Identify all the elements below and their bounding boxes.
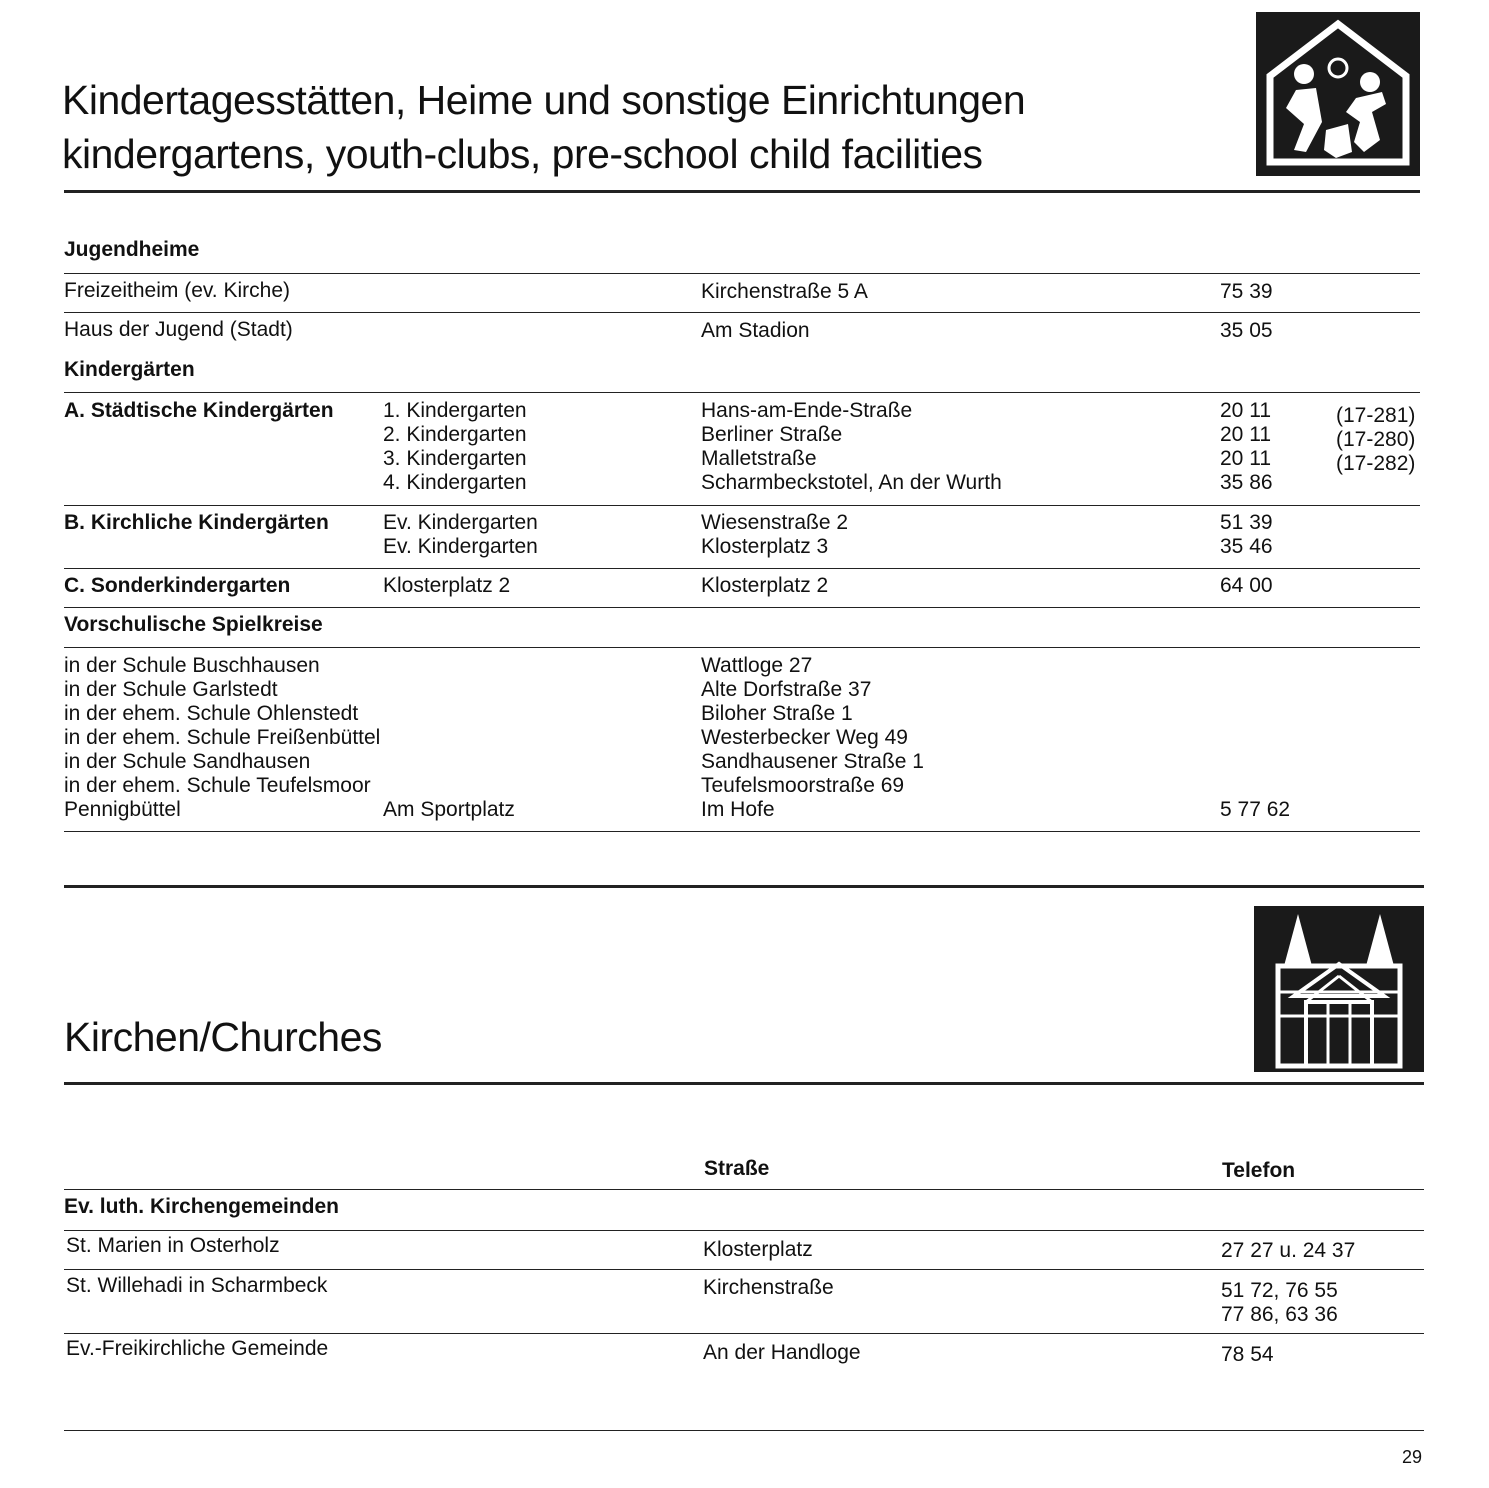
list-item-phone: 35 86 bbox=[1220, 471, 1273, 494]
list-item-name: Ev. Kindergarten bbox=[383, 511, 538, 534]
divider bbox=[64, 392, 1420, 393]
list-item-street: Wattloge 27 bbox=[701, 654, 813, 677]
list-item-sub: Am Sportplatz bbox=[383, 798, 515, 821]
list-item-street: Klosterplatz 3 bbox=[701, 535, 829, 558]
footer-rule bbox=[64, 1430, 1424, 1431]
list-item-name: in der ehem. Schule Teufelsmoor bbox=[64, 774, 371, 797]
list-item-phone: 27 27 u. 24 37 bbox=[1221, 1239, 1356, 1262]
list-item-phone: 5 77 62 bbox=[1220, 798, 1291, 821]
heading-kindergaerten: Kindergärten bbox=[64, 358, 195, 381]
list-item-name: Klosterplatz 2 bbox=[383, 574, 511, 597]
page-number: 29 bbox=[1402, 1447, 1423, 1467]
list-item-street: Hans-am-Ende-Straße bbox=[701, 399, 913, 422]
list-item-phone: 75 39 bbox=[1220, 280, 1273, 303]
list-item-street: Kirchenstraße 5 A bbox=[701, 280, 868, 303]
list-item-phone: 35 05 bbox=[1220, 319, 1273, 342]
list-item-street: Wiesenstraße 2 bbox=[701, 511, 849, 534]
list-item-ext: (17-280) bbox=[1336, 428, 1416, 451]
heading-spielkreise: Vorschulische Spielkreise bbox=[64, 613, 323, 636]
list-item-phone: 20 11 bbox=[1220, 423, 1271, 446]
divider bbox=[64, 647, 1420, 648]
group-label-c: C. Sonderkindergarten bbox=[64, 574, 291, 597]
divider bbox=[64, 273, 1420, 274]
list-item-name: in der ehem. Schule Freißenbüttel bbox=[64, 726, 381, 749]
divider bbox=[64, 1269, 1424, 1270]
list-item-phone: 64 00 bbox=[1220, 574, 1273, 597]
divider bbox=[64, 312, 1420, 313]
list-item-name: St. Marien in Osterholz bbox=[66, 1234, 280, 1257]
column-header-street: Straße bbox=[704, 1157, 770, 1180]
section1-title-en: kindergartens, youth-clubs, pre-school child facilities bbox=[62, 131, 983, 177]
list-item-name: in der Schule Buschhausen bbox=[64, 654, 320, 677]
column-header-phone: Telefon bbox=[1222, 1159, 1296, 1182]
list-item-street: Teufelsmoorstraße 69 bbox=[701, 774, 905, 797]
list-item-name: 3. Kindergarten bbox=[383, 447, 527, 470]
divider bbox=[64, 1230, 1424, 1231]
heading-jugendheime: Jugendheime bbox=[64, 238, 200, 261]
list-item-street: Alte Dorfstraße 37 bbox=[701, 678, 872, 701]
section1-header-rule bbox=[64, 190, 1420, 193]
list-item-phone: 35 46 bbox=[1220, 535, 1273, 558]
list-item-name: 2. Kindergarten bbox=[383, 423, 527, 446]
section2-title: Kirchen/Churches bbox=[64, 1014, 382, 1060]
list-item-name: in der Schule Sandhausen bbox=[64, 750, 311, 773]
section1-title-de: Kindertagesstätten, Heime und sonstige Einrichtungen bbox=[62, 77, 1026, 123]
list-item-street: Scharmbeckstotel, An der Wurth bbox=[701, 471, 1002, 494]
children-playing-icon bbox=[1256, 12, 1420, 176]
list-item-phone: 51 72, 76 55 bbox=[1221, 1279, 1338, 1302]
list-item-phone: 20 11 bbox=[1220, 447, 1271, 470]
list-item-name: St. Willehadi in Scharmbeck bbox=[66, 1274, 328, 1297]
list-item-street: Westerbecker Weg 49 bbox=[701, 726, 908, 749]
list-item-name: 4. Kindergarten bbox=[383, 471, 527, 494]
list-item-street: An der Handloge bbox=[703, 1341, 861, 1364]
list-item-street: Sandhausener Straße 1 bbox=[701, 750, 924, 773]
divider bbox=[64, 568, 1420, 569]
list-item-name: Haus der Jugend (Stadt) bbox=[64, 318, 293, 341]
list-item-name: Pennigbüttel bbox=[64, 798, 181, 821]
list-item-ext: (17-282) bbox=[1336, 452, 1416, 475]
list-item-street: Im Hofe bbox=[701, 798, 775, 821]
list-item-street: Am Stadion bbox=[701, 319, 810, 342]
church-icon bbox=[1254, 906, 1424, 1072]
list-item-ext: (17-281) bbox=[1336, 404, 1416, 427]
list-item-street: Biloher Straße 1 bbox=[701, 702, 853, 725]
list-item-name: 1. Kindergarten bbox=[383, 399, 527, 422]
heading-kirchengemeinden: Ev. luth. Kirchengemeinden bbox=[64, 1195, 339, 1218]
list-item-name: in der Schule Garlstedt bbox=[64, 678, 278, 701]
list-item-street: Kirchenstraße bbox=[703, 1276, 834, 1299]
divider bbox=[64, 1333, 1424, 1334]
list-item-street: Malletstraße bbox=[701, 447, 817, 470]
list-item-phone: 20 11 bbox=[1220, 399, 1271, 422]
list-item-name: in der ehem. Schule Ohlenstedt bbox=[64, 702, 359, 725]
section2-header-rule bbox=[64, 1082, 1424, 1085]
divider bbox=[64, 831, 1420, 832]
list-item-phone: 51 39 bbox=[1220, 511, 1273, 534]
list-item-phone: 78 54 bbox=[1221, 1343, 1274, 1366]
list-item-name: Ev. Kindergarten bbox=[383, 535, 538, 558]
list-item-street: Klosterplatz 2 bbox=[701, 574, 829, 597]
list-item-phone: 77 86, 63 36 bbox=[1221, 1303, 1338, 1326]
divider bbox=[64, 1189, 1424, 1190]
divider bbox=[64, 607, 1420, 608]
list-item-name: Freizeitheim (ev. Kirche) bbox=[64, 279, 290, 302]
group-label-a: A. Städtische Kindergärten bbox=[64, 399, 334, 422]
list-item-name: Ev.-Freikirchliche Gemeinde bbox=[66, 1337, 329, 1360]
group-label-b: B. Kirchliche Kindergärten bbox=[64, 511, 329, 534]
list-item-street: Berliner Straße bbox=[701, 423, 843, 446]
section-separator-rule bbox=[64, 885, 1424, 888]
list-item-street: Klosterplatz bbox=[703, 1238, 813, 1261]
divider bbox=[64, 505, 1420, 506]
